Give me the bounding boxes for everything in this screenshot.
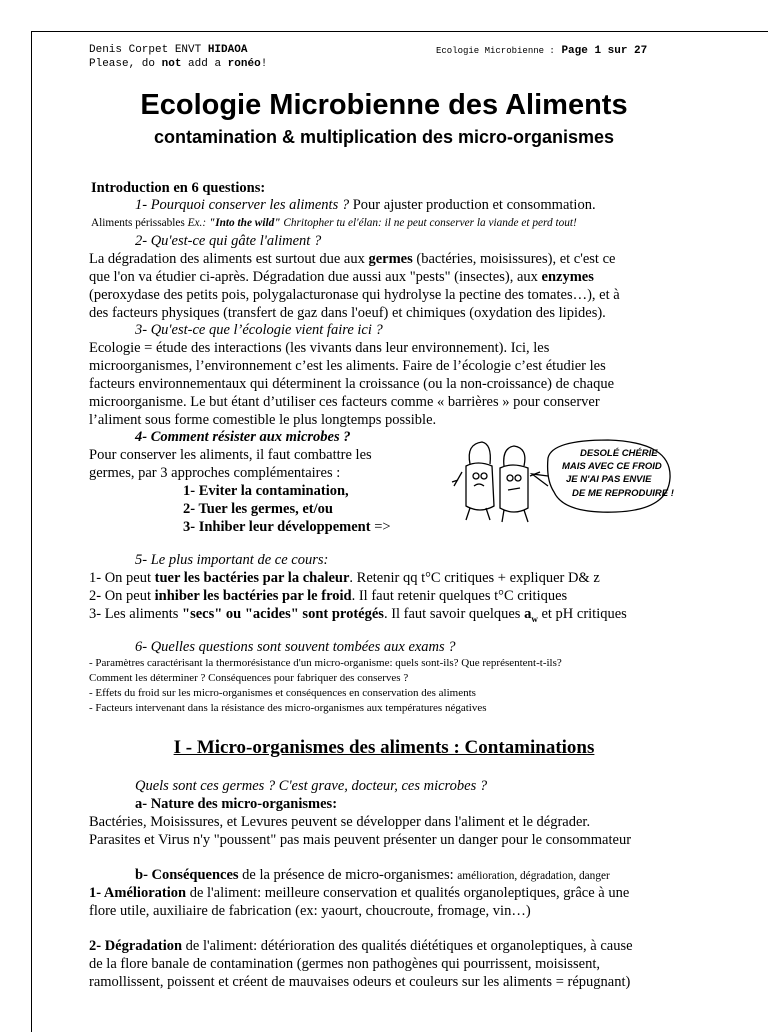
key-point-2 [89,587,567,605]
exam-question: - Paramètres caractérisant la thermorésistance d'un micro-organisme: quels sont-ils? Que représentent-t-ils? [89,657,562,669]
paragraph-line: microorganismes, l’environnement c’est les aliments. Faire de l’écologie c’est étudier les [89,358,606,374]
note-rest: Chritopher tu el'élan: il ne peut conserver la viande et perd tout! [280,217,577,229]
note-text: Aliments périssables [91,217,185,229]
header-note: Please, do [89,58,156,70]
paragraph-line: flore utile, auxiliaire de fabrication (ex: yaourt, choucroute, fromage, vin…) [89,903,531,919]
question-1-title: 1- Pourquoi conserver les aliments ? [135,197,350,213]
text: . Il faut savoir quelques [383,606,525,622]
paragraph-line: des facteurs physiques (transfert de gaz dans l'oeuf) et chimiques (oxydation des lipides). [89,305,606,321]
text: La dégradation des aliments est surtout due aux [89,251,369,267]
header-course: Ecologie Microbienne : [436,46,555,56]
text: . Il faut retenir quelques t°C critiques [351,588,568,604]
text-bold: tuer les bactéries par la chaleur [154,570,350,586]
header-author: Denis Corpet ENVT [89,44,202,56]
header-left [89,43,267,71]
question-4: 4- Comment résister aux microbes ? [135,429,351,445]
header-dept: HIDAOA [207,44,248,56]
text-bold: 3- Inhiber leur développement [183,519,371,535]
paragraph-line: germes, par 3 approches complémentaires : [89,465,341,481]
paragraph-line [89,250,615,268]
arrow-text: => [370,519,391,535]
note-film: "Into the wild" [208,217,281,229]
text: et pH critiques [537,606,627,622]
character-hat [504,446,525,466]
key-point-3 [89,605,627,628]
paragraph-line: Pour conserver les aliments, il faut combattre les [89,447,372,463]
section-heading: I - Micro-organismes des aliments : Contaminations [173,737,595,758]
page-title: Ecologie Microbienne des Aliments [140,89,628,121]
text-bold: "secs" ou "acides" sont protégés [182,606,384,622]
text: de la présence de micro-organismes: [238,867,458,883]
aw-subscript: w [531,613,538,624]
text-bold: 2- Dégradation [89,938,183,954]
header-note-2: add a [188,58,222,70]
exam-question: - Effets du froid sur les micro-organismes et conséquences en conservation des aliments [89,687,476,699]
header-note-bold: not [161,58,182,70]
character-body [466,463,494,510]
intro-heading: Introduction en 6 questions: [91,180,266,196]
approach-2: 2- Tuer les germes, et/ou [183,501,333,517]
text: 2- On peut [89,588,155,604]
paragraph-line: l’aliment sous forme comestible le plus longtemps possible. [89,412,437,428]
text-bold: 1- Amélioration [89,885,187,901]
cartoon-illustration [448,436,674,528]
aw-symbol: a [524,606,532,622]
paragraph-line: de la flore banale de contamination (germes non pathogènes qui pourrissent, moisissent, [89,956,600,972]
text: que l'on va étudier ci-après. Dégradation due aussi aux "pests" (insectes), aux [89,269,542,285]
header-note-roneo: ronéo [227,58,261,70]
page-subtitle: contamination & multiplication des micro-organismes [153,127,615,147]
text-bold: germes [368,251,413,267]
text: 1- On peut [89,570,155,586]
question-1 [135,196,596,214]
question-1-answer: Pour ajuster production et consommation. [349,197,596,213]
header-note-end: ! [260,58,268,70]
paragraph-line [89,937,633,955]
text-bold: enzymes [541,269,594,285]
paragraph-line: microorganisme. Le but étant d’utiliser ces facteurs comme « barrières » pour conserver [89,394,600,410]
text: . Retenir qq t°C critiques + expliquer D& z [349,570,600,586]
text-bold: inhiber les bactéries par le froid [154,588,352,604]
exam-question: - Facteurs intervenant dans la résistance des micro-organismes aux températures négatives [89,702,487,714]
header-page-number: Page 1 sur 27 [561,45,648,57]
paragraph-line: (peroxydase des petits pois, polygalacturonase qui hydrolyse la pectine des tomates…), et à [89,287,620,303]
note-ex: Ex.: [184,217,209,229]
question-1-note [91,216,577,231]
text-small: amélioration, dégradation, danger [457,870,610,882]
question-6: 6- Quelles questions sont souvent tombées aux exams ? [135,639,456,655]
question-3: 3- Qu'est-ce que l’écologie vient faire ici ? [135,322,383,338]
text: (bactéries, moisissures), et c'est ce [412,251,616,267]
subsection-a-heading: a- Nature des micro-organismes: [135,796,338,812]
cartoon-text-4: DE ME REPRODUIRE ! [572,488,674,499]
paragraph-line: facteurs environnementaux qui déterminent la croissance (ou la non-croissance) de chaque [89,376,615,392]
question-2: 2- Qu'est-ce qui gâte l'aliment ? [135,233,322,249]
text-bold: b- Conséquences [135,867,239,883]
paragraph-line: ramollissent, poissent et créent de mauvaises odeurs et couleurs sur les aliments = répugnant) [89,974,631,990]
text: 3- Les aliments [89,606,183,622]
cartoon-text-2: MAIS AVEC CE FROID [562,461,662,472]
approach-1: 1- Eviter la contamination, [183,483,349,499]
paragraph-line [89,268,594,286]
paragraph-line: Ecologie = étude des interactions (les vivants dans leur environnement). Ici, les [89,340,550,356]
paragraph-line: Parasites et Virus n'y "poussent" pas mais peuvent présenter un danger pour le consommateur [89,832,632,848]
subsection-b-heading [135,866,610,885]
cartoon-text-3: JE N'AI PAS ENVIE [566,474,652,485]
section-question: Quels sont ces germes ? C'est grave, docteur, ces microbes ? [135,778,488,794]
cartoon-text-1: DESOLÉ CHÉRIE [580,448,658,459]
approach-3 [183,518,391,536]
exam-question: Comment les déterminer ? Conséquences pour fabriquer des conserves ? [89,672,409,684]
key-point-1 [89,569,600,587]
paragraph-line: Bactéries, Moisissures, et Levures peuvent se développer dans l'aliment et le dégrader. [89,814,591,830]
character-hat [469,442,490,464]
header-right [436,45,647,57]
text: de l'aliment: meilleure conservation et qualités organoleptiques, grâce à une [186,885,630,901]
paragraph-line [89,884,629,902]
text: de l'aliment: détérioration des qualités diététiques et organoleptiques, à cause [182,938,633,954]
question-5: 5- Le plus important de ce cours: [135,552,329,568]
